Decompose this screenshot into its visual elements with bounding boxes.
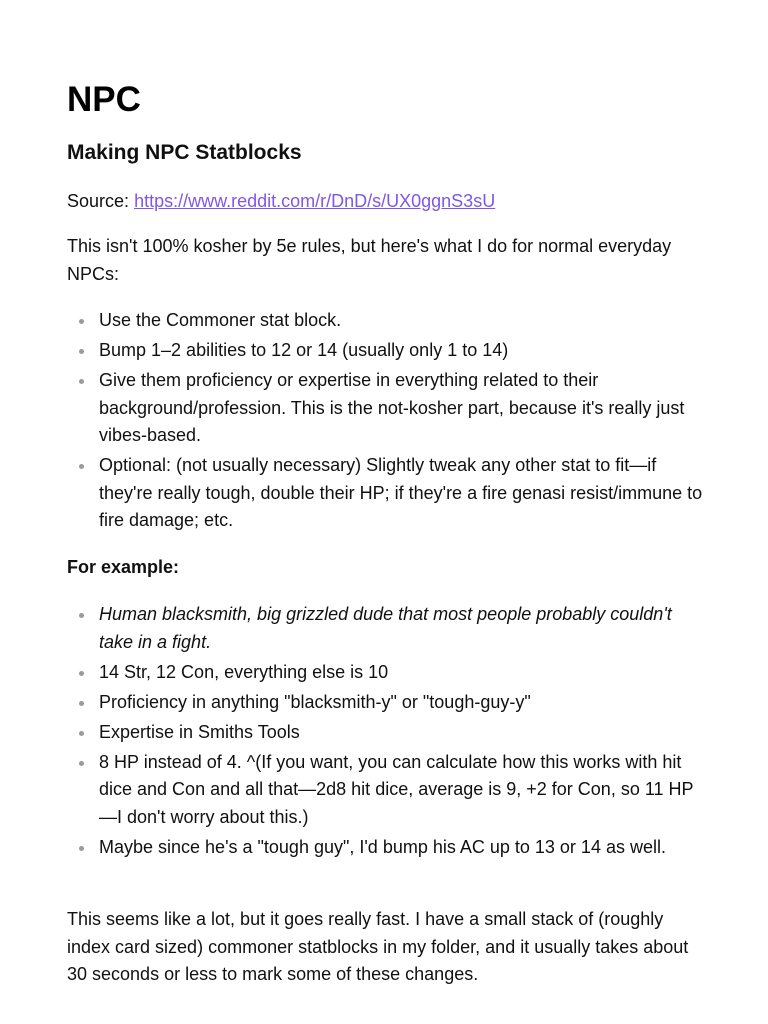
source-label: Source: <box>67 191 130 211</box>
example-list <box>67 601 707 864</box>
list-item: Bump 1–2 abilities to 12 or 14 (usually only 1 to 14) <box>67 337 707 365</box>
example-heading: For example: <box>67 557 180 577</box>
list-item: Expertise in Smiths Tools <box>67 719 707 747</box>
source-link[interactable]: https://www.reddit.com/r/DnD/s/UX0ggnS3sU <box>134 191 496 211</box>
section-heading: Making NPC Statblocks <box>67 141 302 164</box>
steps-list <box>67 307 707 537</box>
source-line <box>67 188 495 216</box>
list-item: Give them proficiency or expertise in everything related to their background/profession. This is the not-kosher part, because it's really just vibes-based. <box>67 367 707 450</box>
page-title: NPC <box>67 80 141 119</box>
closing-paragraph: This seems like a lot, but it goes really fast. I have a small stack of (roughly index card sized) commoner statblocks in my folder, and it usually takes about 30 seconds or less to mark some of these changes. <box>67 909 689 984</box>
list-item: Use the Commoner stat block. <box>67 307 707 335</box>
list-item: Proficiency in anything "blacksmith-y" or "tough-guy-y" <box>67 689 707 717</box>
intro-paragraph: This isn't 100% kosher by 5e rules, but here's what I do for normal everyday NPCs: <box>67 236 672 284</box>
list-item: Optional: (not usually necessary) Slightly tweak any other stat to fit—if they're really tough, double their HP; if they're a fire genasi resist/immune to fire damage; etc. <box>67 452 707 535</box>
list-item: 14 Str, 12 Con, everything else is 10 <box>67 659 707 687</box>
list-item: 8 HP instead of 4. ^(If you want, you can calculate how this works with hit dice and Con and all that—2d8 hit dice, average is 9, +2 for Con, so 11 HP—I don't worry about this.) <box>67 749 707 832</box>
list-item: Maybe since he's a "tough guy", I'd bump his AC up to 13 or 14 as well. <box>67 834 707 862</box>
list-item: Human blacksmith, big grizzled dude that most people probably couldn't take in a fight. <box>67 601 707 656</box>
